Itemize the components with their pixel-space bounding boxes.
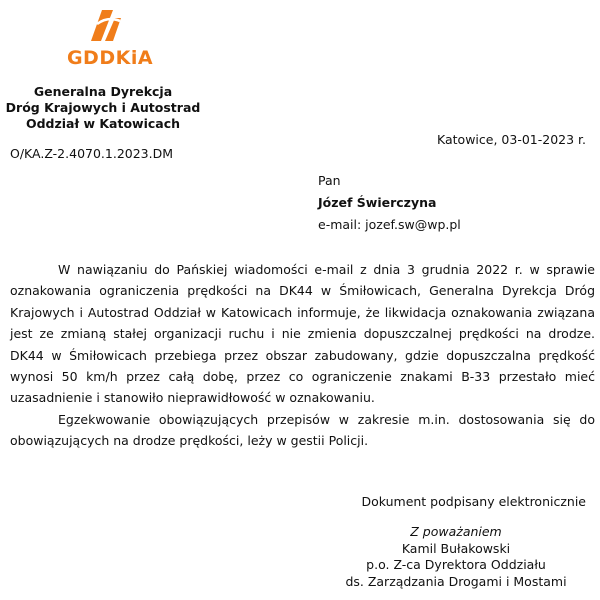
sender-line-1: Generalna Dyrekcja: [33, 84, 173, 99]
body-paragraph-1: W nawiązaniu do Pańskiej wiadomości e-mail z dnia 3 grudnia 2022 r. w sprawie oznakowania ograniczenia prędkości na DK44 w Śmiłowicach, Generalna Dyrekcja Dróg Krajowych i Autostrad Oddział w Katowicach informuje, że likwidacja oznakowania związana jest ze zmianą stałej organizacji ruchu i nie zmienia dopuszczalnej prędkości na drodze. DK44 w Śmiłowicach przebiega przez obszar zabudowany, gdzie dopuszczalna prędkość wynosi 50 km/h przez całą dobę, przez co ograniczenie znakami B-33 przestało mieć uzasadnienie i stanowiło nieprawidłowość w oznakowaniu.: [10, 262, 595, 406]
reference-number: O/KA.Z-2.4070.1.2023.DM: [10, 146, 174, 161]
addressee-name: Józef Świerczyna: [318, 195, 437, 210]
sender-organization: [0, 84, 206, 132]
addressee-block: [318, 170, 461, 236]
letter-date: Katowice, 03-01-2023 r.: [437, 132, 586, 147]
gddkia-road-logo-icon: [88, 8, 122, 42]
sender-line-3: Oddział w Katowicach: [25, 116, 181, 131]
signatory-name: Kamil Bułakowski: [401, 540, 511, 556]
addressee-email: e-mail: jozef.sw@wp.pl: [318, 217, 461, 232]
signatory-department: ds. Zarządzania Drogami i Mostami: [345, 573, 567, 589]
electronic-signature-note: Dokument podpisany elektronicznie: [361, 494, 586, 509]
signatory-role: p.o. Z-ca Dyrektora Oddziału: [366, 557, 546, 573]
addressee-salutation: Pan: [318, 173, 341, 188]
signature-block: [326, 524, 586, 590]
sender-line-2: Dróg Krajowych i Autostrad: [5, 100, 201, 115]
logo-text: GDDKiA: [66, 47, 154, 69]
body-paragraph-2: Egzekwowanie obowiązujących przepisów w zakresie m.in. dostosowania się do obowiązujących na drodze prędkości, leży w gestii Policji.: [10, 411, 595, 449]
letter-body: [10, 259, 595, 452]
signature-greeting: Z poważaniem: [410, 524, 502, 539]
gddkia-logo: [48, 8, 158, 72]
